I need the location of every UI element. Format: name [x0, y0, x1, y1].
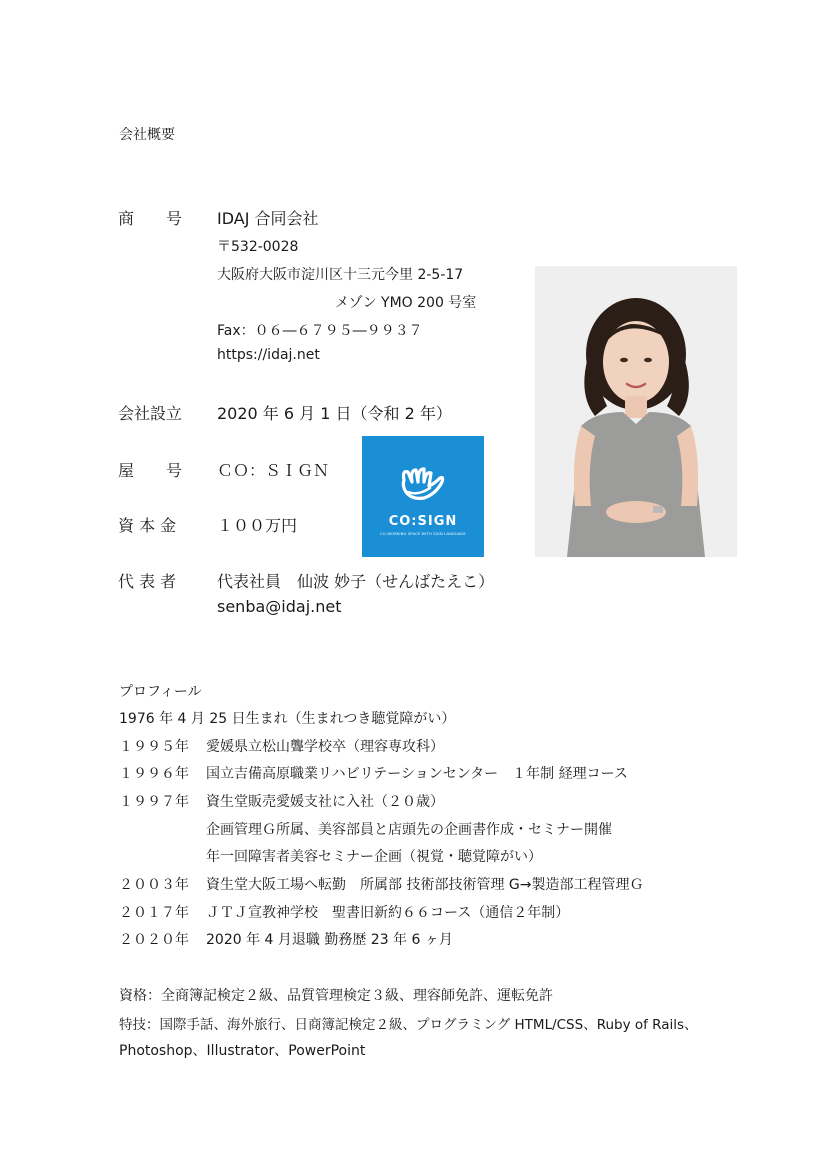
- cosign-logo: [362, 436, 484, 557]
- history-year: １９９５年: [119, 739, 189, 755]
- history-text: 企画管理Ｇ所属、美容部員と店頭先の企画書作成・セミナー開催: [206, 822, 612, 838]
- history-text: 愛媛県立松山聾学校卒（理容専攻科）: [206, 739, 444, 755]
- qualifications: 資格：全商簿記検定２級、品質管理検定３級、理容師免許、運転免許: [119, 988, 553, 1004]
- history-year: ２０１７年: [119, 905, 189, 921]
- history-year: ２０２０年: [119, 932, 189, 948]
- trade-name-label: 屋 号: [118, 461, 183, 480]
- representative-label: 代 表 者: [118, 572, 177, 591]
- logo-text: CO:SIGN: [388, 514, 458, 529]
- history-text: 資生堂販売愛媛支社に入社（２０歳）: [206, 794, 444, 810]
- address-line-2: メゾン YMO 200 号室: [335, 295, 477, 311]
- capital-amount: １００万円: [217, 516, 298, 535]
- address-line-1: 大阪府大阪市淀川区十三元今里 2-5-17: [217, 267, 464, 283]
- history-text: ＪＴＪ宣教神学校 聖書旧新約６６コース（通信２年制）: [206, 905, 570, 921]
- hand-bird-icon: [398, 462, 446, 506]
- history-text: 2020 年 4 月退職 勤務歴 23 年 6 ヶ月: [206, 932, 453, 948]
- history-text: 年一回障害者美容セミナー企画（視覚・聴覚障がい）: [206, 849, 542, 865]
- trade-name: ＣＯ：ＳＩＧＮ: [217, 461, 330, 480]
- birth-info: 1976 年 4 月 25 日生まれ（生まれつき聴覚障がい）: [119, 711, 456, 727]
- history-year: １９９７年: [119, 794, 189, 810]
- history-text: 資生堂大阪工場へ転勤 所属部 技術部技術管理 G→製造部工程管理Ｇ: [206, 877, 644, 893]
- representative-name: 代表社員 仙波 妙子（せんばたえこ）: [217, 572, 495, 591]
- established-date: 2020 年 6 月 1 日（令和 2 年）: [217, 404, 452, 423]
- skills-line-2: Photoshop、Illustrator、PowerPoint: [119, 1043, 366, 1059]
- history-year: １９９６年: [119, 766, 189, 782]
- capital-label: 資 本 金: [118, 516, 177, 535]
- page-title: 会社概要: [119, 127, 175, 143]
- skills-line-1: 特技：国際手話、海外旅行、日商簿記検定２級、プログラミング HTML/CSS、Ruby of Rails、: [119, 1017, 698, 1033]
- email-address[interactable]: senba@idaj.net: [217, 597, 342, 616]
- profile-heading: プロフィール: [119, 684, 202, 700]
- company-name-label: 商 号: [118, 209, 183, 228]
- representative-photo: [535, 266, 737, 557]
- history-year: ２００３年: [119, 877, 189, 893]
- history-text: 国立吉備高原職業リハビリテーションセンター １年制 経理コース: [206, 766, 628, 782]
- fax-number: Fax：０６―６７９５―９９３７: [217, 323, 423, 339]
- website-url[interactable]: https://idaj.net: [217, 347, 320, 363]
- postal-code: 〒532-0028: [217, 239, 299, 255]
- established-label: 会社設立: [118, 404, 183, 423]
- logo-subtext: CO-WORKING SPACE WITH SIGN LANGUAGE: [380, 532, 466, 536]
- company-name: IDAJ 合同会社: [217, 209, 319, 228]
